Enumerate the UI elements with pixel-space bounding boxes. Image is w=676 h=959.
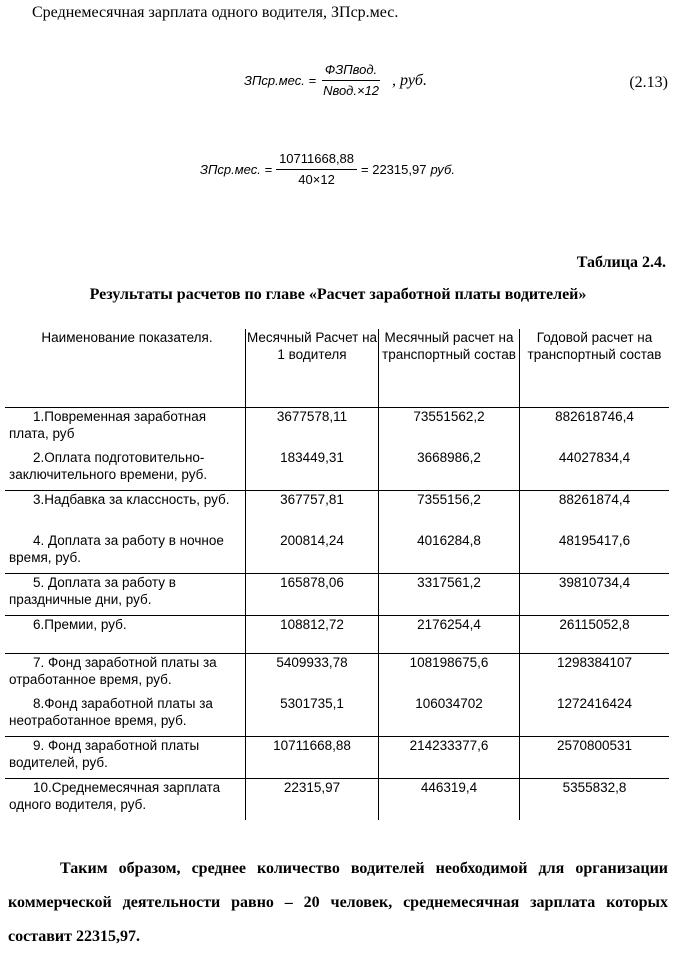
- row-value: 108812,72: [246, 616, 379, 654]
- equation-number: (2.13): [629, 74, 668, 91]
- row-value: 1298384107: [520, 654, 670, 696]
- row-value: 446319,4: [379, 779, 520, 821]
- row-value: 214233377,6: [379, 737, 520, 779]
- row-value: 3677578,11: [246, 408, 379, 450]
- table-row: [5, 737, 669, 779]
- row-label: 9. Фонд заработной платы водителей, руб.: [5, 737, 246, 779]
- table-header-row: [5, 329, 669, 408]
- row-value: 7355156,2: [379, 491, 520, 533]
- row-value: 73551562,2: [379, 408, 520, 450]
- row-value: 26115052,8: [520, 616, 670, 654]
- formula-numerator: ФЗПвод.: [322, 62, 380, 81]
- formula-denominator: Nвод.×12: [323, 83, 380, 98]
- row-value: 48195417,6: [558, 533, 631, 548]
- row-value: 108198675,6: [379, 654, 520, 696]
- header-cell: Годовой расчет на транспортный состав: [527, 330, 662, 362]
- calc-unit: руб.: [430, 162, 455, 177]
- row-value: 39810734,4: [520, 574, 670, 616]
- row-value: 106034702: [379, 695, 520, 737]
- table-row: [5, 532, 669, 574]
- calc-denominator: 40×12: [298, 172, 335, 187]
- table-row: [5, 779, 669, 821]
- row-label: 4. Доплата за работу в ночное время, руб.: [5, 532, 246, 574]
- row-label: 2.Оплата подготовительно-заключительного времени, руб.: [5, 449, 246, 491]
- row-value: 200814,24: [246, 532, 379, 574]
- table-row: [5, 695, 669, 737]
- row-value: 2570800531: [520, 737, 670, 779]
- intro-text: Среднемесячная зарплата одного водителя, ЗПср.мес.: [32, 4, 399, 21]
- row-value: 88261874,4: [520, 491, 670, 533]
- row-value: 10711668,88: [246, 737, 379, 779]
- row-label: 8.Фонд заработной платы за неотработанное время, руб.: [5, 695, 246, 737]
- row-value: 5301735,1: [246, 695, 379, 737]
- row-value: 3317561,2: [379, 574, 520, 616]
- calc-numerator: 10711668,88: [276, 151, 357, 170]
- row-value: 2176254,4: [379, 616, 520, 654]
- row-label: 3.Надбавка за классность, руб.: [5, 491, 246, 533]
- row-value: 3668986,2: [379, 449, 520, 491]
- row-label: 10.Среднемесячная зарплата одного водителя, руб.: [5, 779, 246, 821]
- table-row: [5, 574, 669, 616]
- row-value: 367757,81: [246, 491, 379, 533]
- header-cell: Месячный расчет на транспортный состав: [379, 329, 520, 408]
- row-value: 882618746,4: [520, 408, 670, 450]
- formula-unit: , руб.: [392, 71, 427, 89]
- row-value: 183449,31: [246, 449, 379, 491]
- table-row: [5, 616, 669, 654]
- row-value: 44027834,4: [558, 450, 631, 465]
- formula-fraction: [320, 62, 382, 99]
- row-value: 5355832,8: [520, 779, 670, 821]
- conclusion-paragraph: Таким образом, среднее количество водителей необходимой для организации коммерческой деятельности равно – 20 человек, среднемесячная зарплата которых составит 22315,97.: [8, 860, 668, 945]
- row-value: 165878,06: [246, 574, 379, 616]
- row-label: 7. Фонд заработной платы за отработанное время, руб.: [5, 654, 246, 696]
- row-value: 4016284,8: [379, 532, 520, 574]
- results-table: [5, 329, 669, 820]
- table-label: Таблица 2.4.: [576, 254, 666, 271]
- table-row: [5, 491, 669, 533]
- table-row: [5, 408, 669, 450]
- table-row: [5, 654, 669, 696]
- table-title: Результаты расчетов по главе «Расчет заработной платы водителей»: [89, 286, 587, 303]
- row-value: 5409933,78: [246, 654, 379, 696]
- row-value: 22315,97: [246, 779, 379, 821]
- row-label: 1.Повременная заработная плата, руб: [5, 408, 246, 450]
- row-label: 5. Доплата за работу в праздничные дни, руб.: [5, 574, 246, 616]
- formula-2-13: [244, 62, 427, 99]
- row-label: 6.Премии, руб.: [5, 616, 246, 654]
- calc-lhs: ЗПср.мес. =: [200, 162, 273, 177]
- calc-result: = 22315,97: [361, 162, 427, 177]
- formula-lhs: ЗПср.мес. =: [244, 73, 317, 88]
- header-cell: Месячный Расчет на 1 водителя: [246, 329, 379, 408]
- formula-calculation: [200, 151, 455, 188]
- header-cell: Наименование показателя.: [5, 329, 246, 408]
- row-value: 1272416424: [556, 696, 633, 711]
- calc-fraction: [276, 151, 357, 188]
- table-row: [5, 449, 669, 491]
